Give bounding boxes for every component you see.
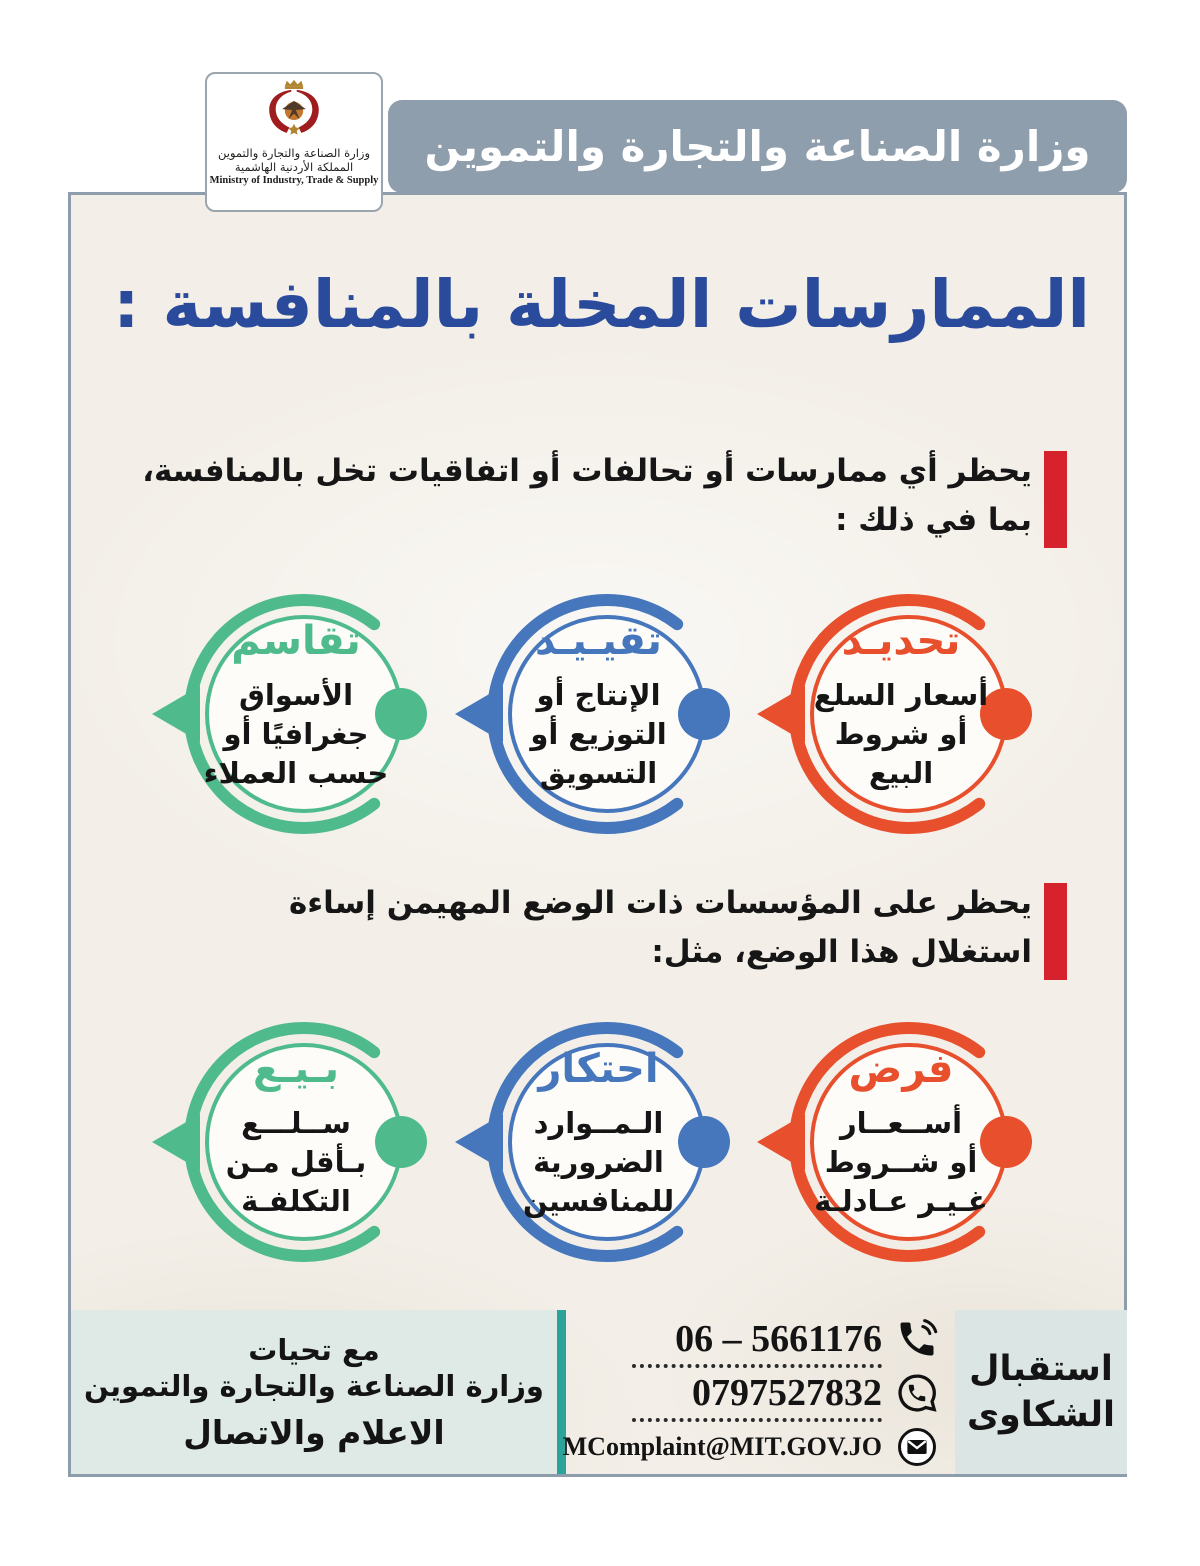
practice-desc: ســلـــع بـأقل مـن التكلفـة [225, 1106, 367, 1218]
practices-row-1 [70, 574, 1127, 856]
section2-intro [289, 879, 1032, 977]
practice-item-restricting-production [449, 574, 749, 856]
email-icon [894, 1424, 940, 1470]
whatsapp-number: 0797527832 [692, 1372, 882, 1414]
contact-email [562, 1423, 940, 1471]
practice-desc: أســعــار أو شــروط غـيـر عـادلـة [814, 1106, 988, 1218]
contact-whatsapp [600, 1369, 940, 1417]
practice-desc: الأسواق جغرافيًا أو حسب العملاء [203, 678, 389, 790]
ministry-band-title: وزارة الصناعة والتجارة والتموين [424, 122, 1091, 171]
contact-phone [600, 1315, 940, 1363]
page-title: الممارسات المخلة بالمنافسة : [113, 266, 1090, 343]
section1-intro [142, 447, 1032, 545]
section1-intro-line2: بما في ذلك : [835, 502, 1032, 538]
header-band [388, 100, 1127, 193]
divider [632, 1364, 882, 1368]
complaints-line2: الشكاوى [966, 1395, 1116, 1435]
practice-title: احتكار [538, 1046, 659, 1092]
greeting-line1: مع تحيات [248, 1332, 380, 1367]
practice-item-fixing-prices [751, 574, 1051, 856]
complaints-line1: استقبال [969, 1349, 1113, 1389]
ministry-logo-box [205, 72, 383, 212]
practice-title: تقيـيـد [535, 618, 662, 664]
practice-item-selling-below-cost [146, 1002, 446, 1284]
practice-title: تقاسم [231, 618, 361, 664]
section2-intro-line1: يحظر على المؤسسات ذات الوضع المهيمن إساءة [289, 885, 1032, 921]
practice-desc: الإنتاج أو التوزيع أو التسويق [530, 678, 667, 790]
logo-english-line: Ministry of Industry, Trade & Supply [209, 175, 379, 186]
divider [632, 1418, 882, 1422]
logo-arabic-line2: المملكة الأردنية الهاشمية [234, 160, 354, 174]
practice-title: بـيـع [252, 1046, 339, 1092]
practice-desc: أسعار السلع أو شروط البيع [813, 678, 989, 790]
practices-row-2 [70, 1002, 1127, 1284]
accent-bar [1044, 451, 1067, 548]
coat-of-arms-icon [248, 78, 340, 146]
practice-title: تحديـد [841, 618, 961, 664]
practice-title: فرض [848, 1046, 954, 1092]
greeting-line2: وزارة الصناعة والتجارة والتموين [84, 1368, 544, 1403]
section2-intro-line2: استغلال هذا الوضع، مثل: [651, 934, 1032, 970]
section1-intro-line1: يحظر أي ممارسات أو تحالفات أو اتفاقيات تخل بالمنافسة، [142, 453, 1032, 489]
accent-bar [1044, 883, 1067, 980]
practice-desc: الـمــوارد الضرورية للمنافسين [522, 1106, 675, 1218]
email-address: MComplaint@MIT.GOV.JO [562, 1432, 882, 1461]
practice-item-imposing-unfair-prices [751, 1002, 1051, 1284]
practice-item-market-sharing [146, 574, 446, 856]
whatsapp-icon [894, 1370, 940, 1416]
greeting-box [71, 1310, 557, 1474]
complaints-box [955, 1310, 1127, 1474]
contact-list [562, 1314, 940, 1472]
practice-item-monopolizing-resources [449, 1002, 749, 1284]
greeting-line3: الاعلام والاتصال [183, 1412, 445, 1452]
phone-icon [894, 1316, 940, 1362]
logo-arabic-line1: وزارة الصناعة والتجارة والتموين [217, 146, 370, 160]
phone-number: 06 – 5661176 [675, 1318, 882, 1360]
